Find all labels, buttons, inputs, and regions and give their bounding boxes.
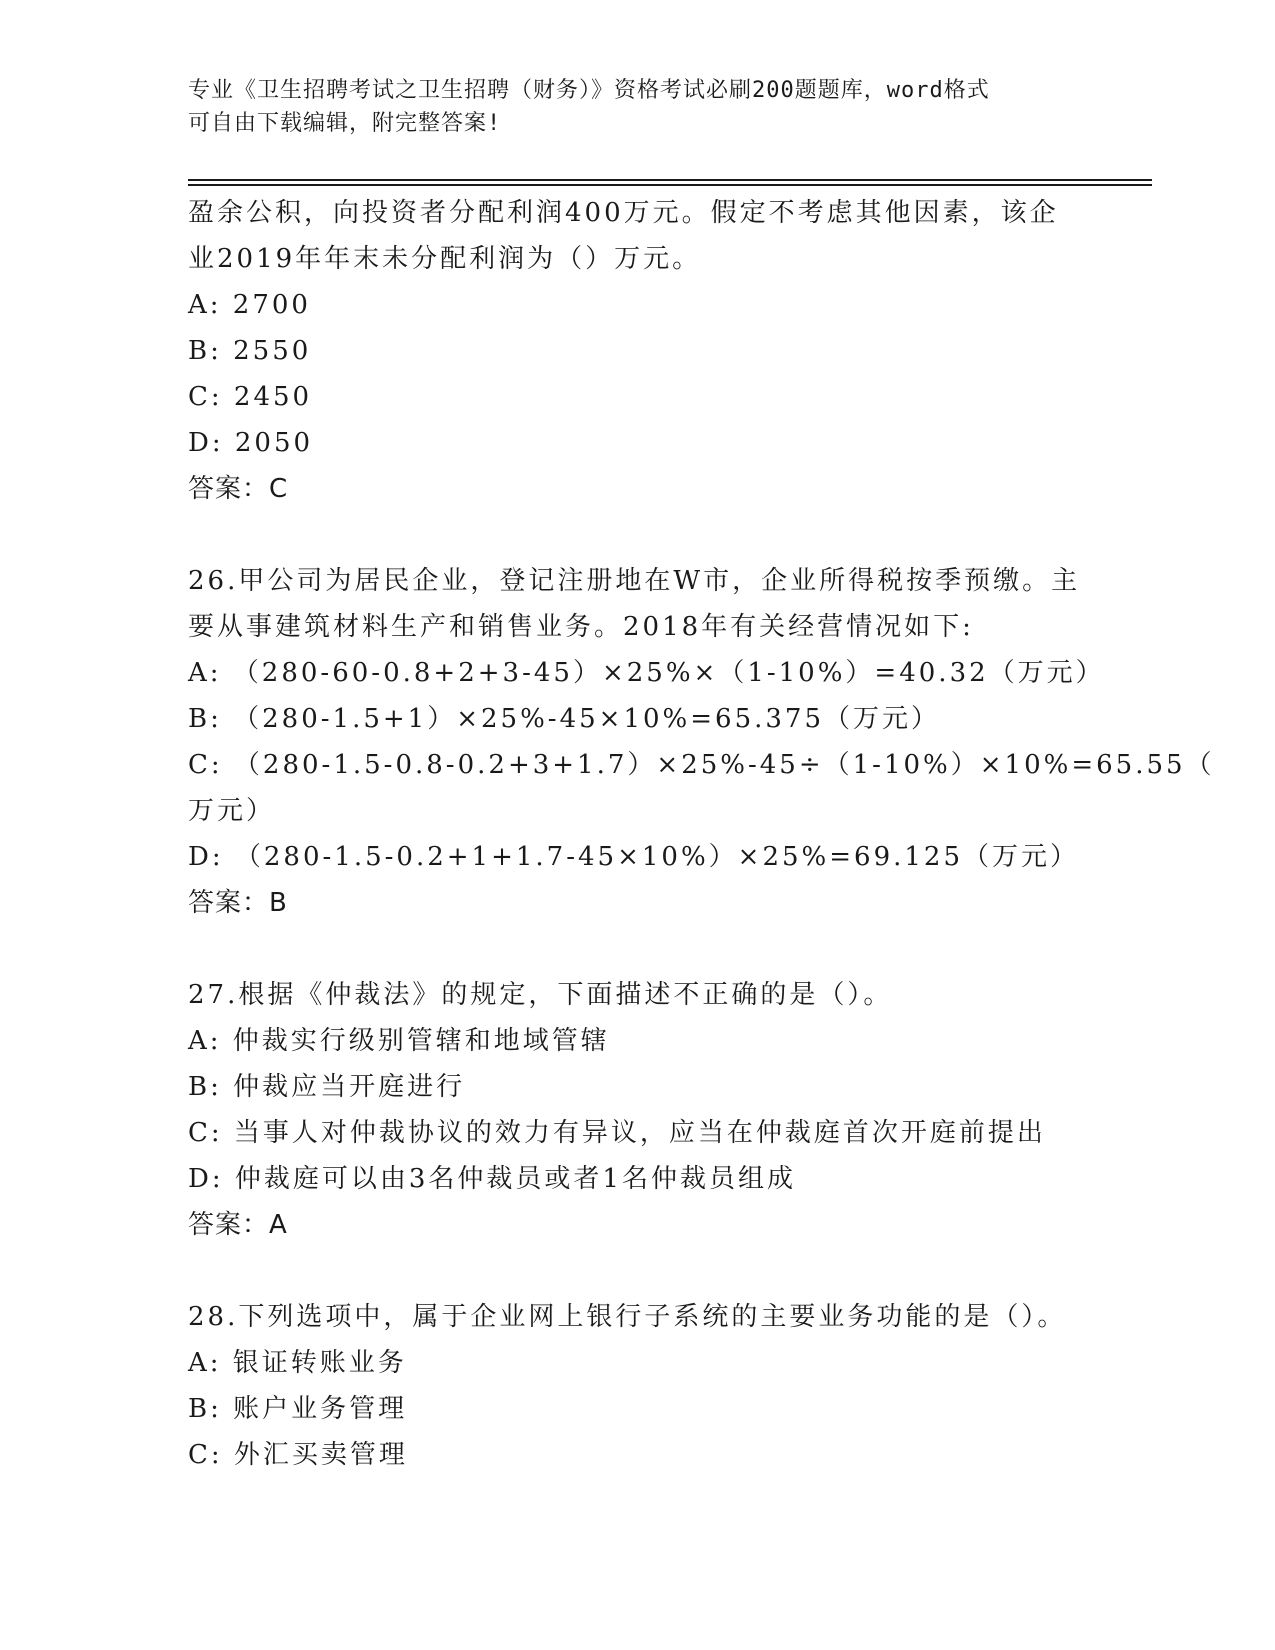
header-line-1: 专业《卫生招聘考试之卫生招聘（财务）》资格考试必刷200题题库，word格式 bbox=[188, 78, 990, 103]
option-d: D: 2050 bbox=[188, 428, 314, 458]
document-body bbox=[188, 190, 1215, 1478]
document-header bbox=[188, 74, 1088, 140]
header-divider-top bbox=[188, 179, 1152, 181]
option-d: D: （280-1.5-0.2+1+1.7-45×10%）×25%=69.125（万元） bbox=[188, 842, 1080, 872]
option-c: C: 外汇买卖管理 bbox=[188, 1440, 408, 1470]
option-a: A: 2700 bbox=[188, 290, 311, 320]
question-25-block bbox=[188, 190, 1088, 512]
option-a: A: 仲裁实行级别管辖和地域管辖 bbox=[188, 1026, 610, 1056]
option-a: A: 银证转账业务 bbox=[188, 1348, 407, 1378]
header-divider-bottom bbox=[188, 184, 1152, 186]
option-b: B: 账户业务管理 bbox=[188, 1394, 408, 1424]
spacer bbox=[188, 1248, 1088, 1294]
option-c: C: 2450 bbox=[188, 382, 313, 412]
option-c-continued: 万元） bbox=[188, 796, 276, 826]
answer-label: 答案：B bbox=[188, 888, 288, 918]
question-26-block bbox=[188, 558, 1215, 926]
question-text-line: 业2019年年末未分配利润为（）万元。 bbox=[188, 244, 702, 274]
question-text-line: 28.下列选项中，属于企业网上银行子系统的主要业务功能的是（）。 bbox=[188, 1302, 1067, 1332]
option-b: B: 仲裁应当开庭进行 bbox=[188, 1072, 466, 1102]
option-b: B: （280-1.5+1）×25%-45×10%=65.375（万元） bbox=[188, 704, 940, 734]
question-text-line: 26.甲公司为居民企业，登记注册地在W市，企业所得税按季预缴。主 bbox=[188, 566, 1081, 596]
question-text-line: 盈余公积，向投资者分配利润400万元。假定不考虑其他因素，该企 bbox=[188, 198, 1059, 228]
option-d: D: 仲裁庭可以由3名仲裁员或者1名仲裁员组成 bbox=[188, 1164, 796, 1194]
question-27-block bbox=[188, 972, 1088, 1248]
spacer bbox=[188, 926, 1088, 972]
question-28-block bbox=[188, 1294, 1088, 1478]
question-text-line: 要从事建筑材料生产和销售业务。2018年有关经营情况如下: bbox=[188, 612, 974, 642]
option-b: B: 2550 bbox=[188, 336, 312, 366]
option-c: C: （280-1.5-0.8-0.2+3+1.7）×25%-45÷（1-10%）×10%=65.55（ bbox=[188, 750, 1215, 780]
answer-label: 答案：A bbox=[188, 1210, 288, 1240]
option-c: C: 当事人对仲裁协议的效力有异议，应当在仲裁庭首次开庭前提出 bbox=[188, 1118, 1046, 1148]
answer-label: 答案：C bbox=[188, 474, 289, 504]
option-a: A: （280-60-0.8+2+3-45）×25%×（1-10%）=40.32（万元） bbox=[188, 658, 1105, 688]
question-text-line: 27.根据《仲裁法》的规定，下面描述不正确的是（）。 bbox=[188, 980, 893, 1010]
spacer bbox=[188, 512, 1088, 558]
header-line-2: 可自由下载编辑，附完整答案! bbox=[188, 111, 502, 136]
